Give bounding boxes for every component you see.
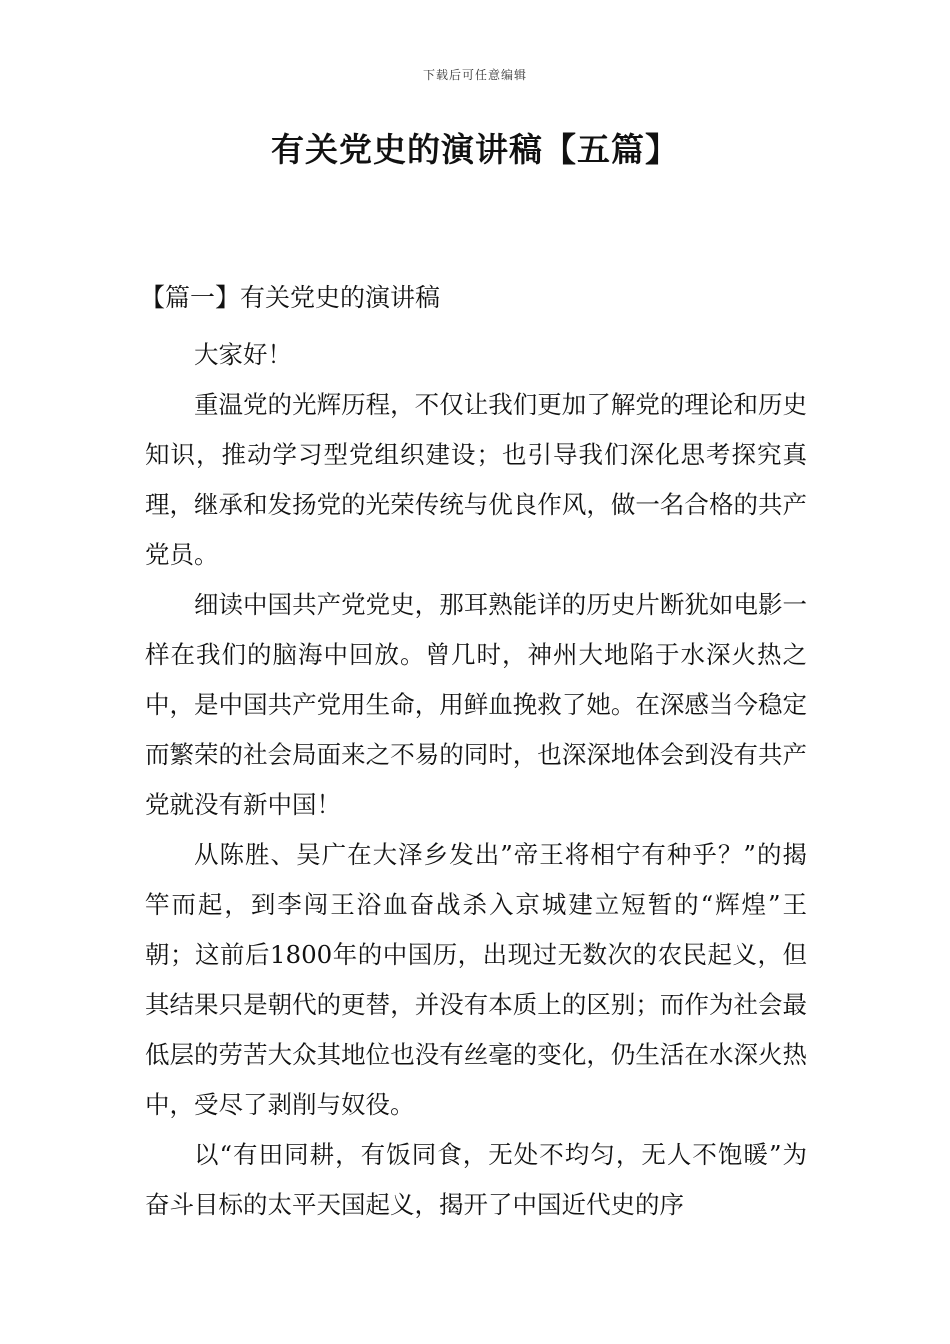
paragraph: 以“有田同耕，有饭同食，无处不均匀，无人不饱暖”为奋斗目标的太平天国起义，揭开了中国近代史的序 (145, 1140, 807, 1219)
document-title: 有关党史的演讲稿【五篇】 (271, 130, 679, 169)
header-note: 下载后可任意编辑 (422, 68, 527, 82)
body-text (145, 330, 807, 1230)
paragraph: 从陈胜、吴广在大泽乡发出”帝王将相宁有种乎？”的揭竿而起，到李闯王浴血奋战杀入京城建立短暂的“辉煌”王朝；这前后1800年的中国历，出现过无数次的农民起义，但其结果只是朝代的更替，并没有本质上的区别；而作为社会最低层的劳苦大众其地位也没有丝毫的变化，仍生活在水深火热中，受尽了剥削与奴役。 (145, 840, 807, 1119)
paragraph: 重温党的光辉历程，不仅让我们更加了解党的理论和历史知识，推动学习型党组织建设；也引导我们深化思考探究真理，继承和发扬党的光荣传统与优良作风，做一名合格的共产党员。 (145, 390, 807, 569)
paragraph-greeting: 大家好！ (194, 340, 292, 369)
section-heading: 【篇一】有关党史的演讲稿 (140, 283, 441, 312)
paragraph: 细读中国共产党党史，那耳熟能详的历史片断犹如电影一样在我们的脑海中回放。曾几时，神州大地陷于水深火热之中，是中国共产党用生命，用鲜血挽救了她。在深感当今稳定而繁荣的社会局面来之不易的同时，也深深地体会到没有共产党就没有新中国！ (145, 590, 807, 819)
